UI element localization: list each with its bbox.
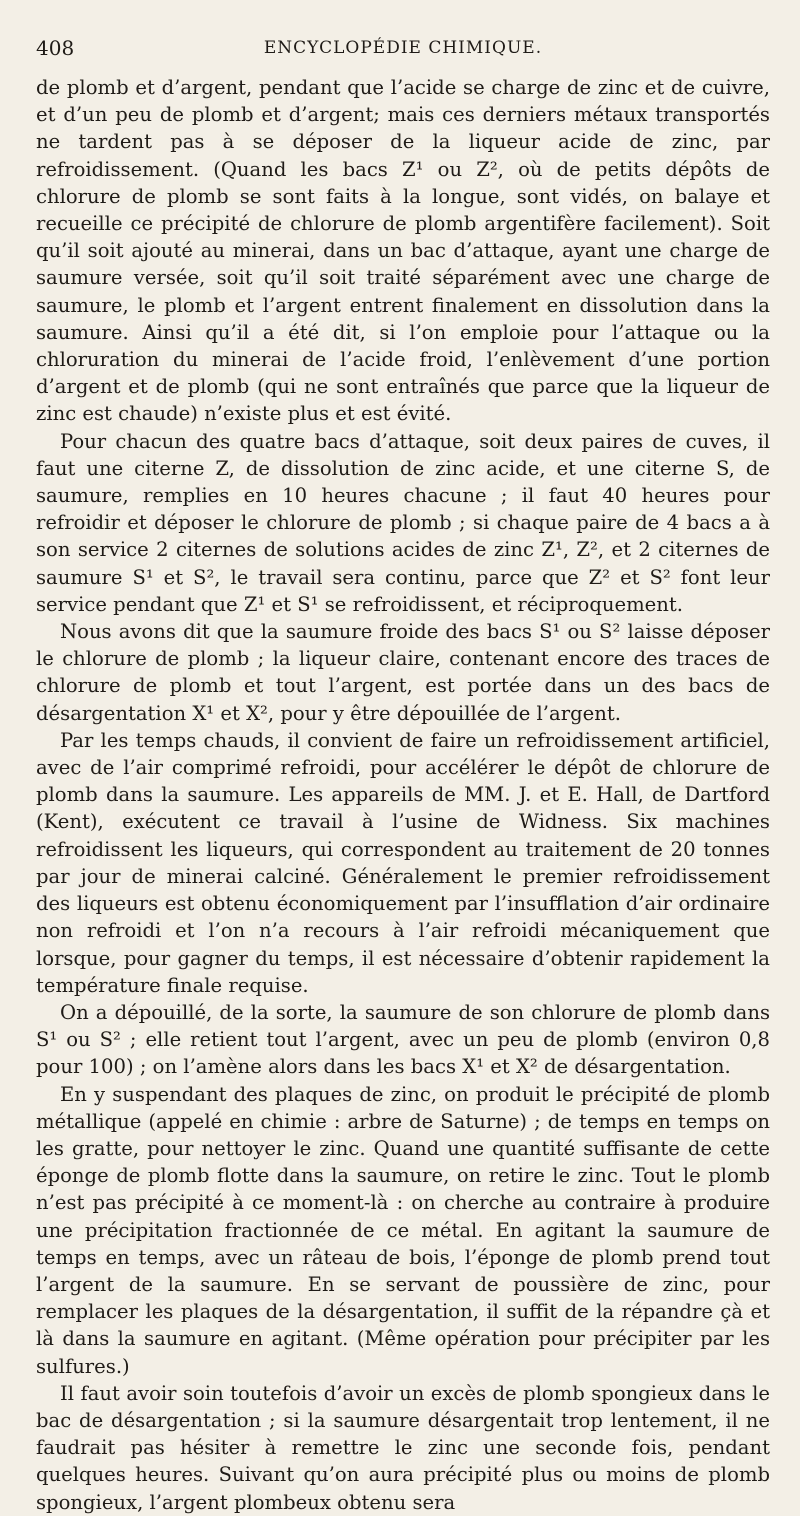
paragraph: Pour chacun des quatre bacs d’attaque, soit deux paires de cuves, il faut une citerne Z, de dissolution de zinc acide, et une citerne S, de saumure, remplies en 10 heures chacune ; il faut 40 heures pour refroidir et déposer le chlorure de plomb ; si chaque paire de 4 bacs a à son service 2 citernes de solutions acides de zinc Z¹, Z², et 2 citernes de saumure S¹ et S², le travail sera continu, parce que Z² et S² font leur service pendant que Z¹ et S¹ se refroidissent, et réciproquement. — [36, 429, 770, 616]
page-number: 408 — [36, 36, 75, 60]
paragraph: de plomb et d’argent, pendant que l’acide se charge de zinc et de cuivre, et d’un peu de plomb et d’argent; mais ces derniers métaux transportés ne tardent pas à se déposer de la liqueur acide de zinc, par refroidissement. (Quand les bacs Z¹ ou Z², où de petits dépôts de chlorure de plomb se sont faits à la longue, sont vidés, on balaye et recueille ce précipité de chlorure de plomb argentifère facilement). Soit qu’il soit ajouté au minerai, dans un bac d’attaque, ayant une charge de saumure versée, soit qu’il soit traité séparément avec une charge de saumure, le plomb et l’argent entrent finalement en dissolution dans la saumure. Ainsi qu’il a été dit, si l’on emploie pour l’attaque ou la chloruration du minerai de l’acide froid, l’enlèvement d’une portion d’argent et de plomb (qui ne sont entraînés que parce que la liqueur de zinc est chaude) n’existe plus et est évité. — [36, 76, 770, 426]
body-text — [36, 74, 770, 1516]
paragraph: Par les temps chauds, il convient de faire un refroidissement artificiel, avec de l’air comprimé refroidi, pour accélérer le dépôt de chlorure de plomb dans la saumure. Les appareils de MM. J. et E. Hall, de Dartford (Kent), exécutent ce travail à l’usine de Widness. Six machines refroidissent les liqueurs, qui correspondent au traitement de 20 tonnes par jour de minerai calciné. Généralement le premier refroidissement des liqueurs est obtenu économiquement par l’insufflation d’air ordinaire non refroidi et l’on n’a recours à l’air refroidi mécaniquement que lorsque, pour gagner du temps, il est nécessaire d’obtenir rapidement la température finale requise. — [36, 728, 770, 997]
page-header — [36, 36, 770, 66]
paragraph: Il faut avoir soin toutefois d’avoir un excès de plomb spongieux dans le bac de désargentation ; si la saumure désargentait trop lentement, il ne faudrait pas hésiter à remettre le zinc une seconde fois, pendant quelques heures. Suivant qu’on aura précipité plus ou moins de plomb spongieux, l’argent plombeux obtenu sera — [36, 1381, 770, 1514]
paragraph: Nous avons dit que la saumure froide des bacs S¹ ou S² laisse déposer le chlorure de plomb ; la liqueur claire, contenant encore des traces de chlorure de plomb et tout l’argent, est portée dans un des bacs de désargentation X¹ et X², pour y être dépouillée de l’argent. — [36, 620, 770, 725]
running-title: ENCYCLOPÉDIE CHIMIQUE. — [263, 38, 543, 58]
paragraph: En y suspendant des plaques de zinc, on produit le précipité de plomb métallique (appelé en chimie : arbre de Saturne) ; de temps en temps on les gratte, pour nettoyer le zinc. Quand une quantité suffisante de cette éponge de plomb flotte dans la saumure, on retire le zinc. Tout le plomb n’est pas précipité à ce moment-là : on cherche au contraire à produire une précipitation fractionnée de ce métal. En agitant la saumure de temps en temps, avec un râteau de bois, l’éponge de plomb prend tout l’argent de la saumure. En se servant de poussière de zinc, pour remplacer les plaques de la désargentation, il suffit de la répandre çà et là dans la saumure en agitant. (Même opération pour précipiter par les sulfures.) — [36, 1082, 770, 1378]
paragraph: On a dépouillé, de la sorte, la saumure de son chlorure de plomb dans S¹ ou S² ; elle retient tout l’argent, avec un peu de plomb (environ 0,8 pour 100) ; on l’amène alors dans les bacs X¹ et X² de désargentation. — [36, 1000, 770, 1079]
